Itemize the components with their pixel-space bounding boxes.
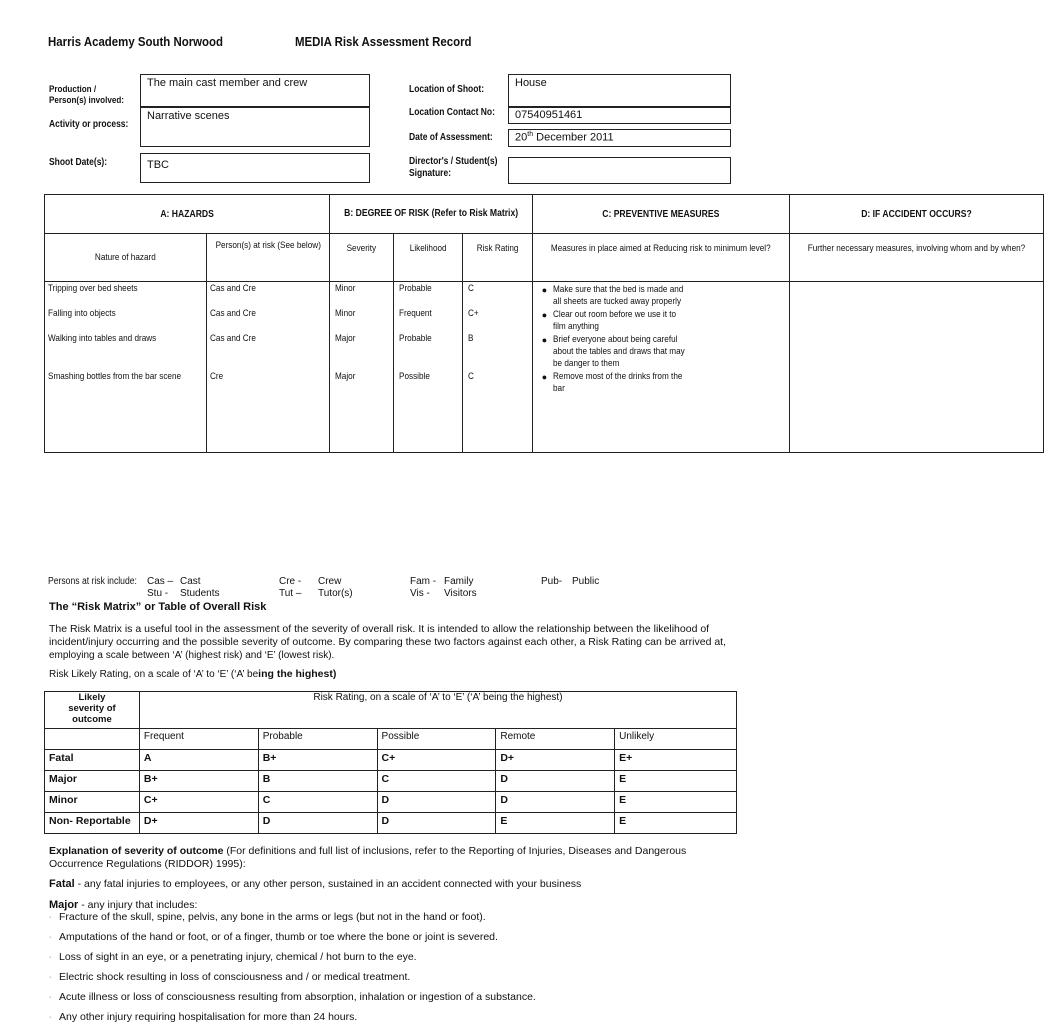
explanation-title: Explanation of severity of outcome (For definitions and full list of inclusions, refer to the Reporting of Injuries, Diseases and Dangerous Occurrence Regulations (RIDDOR) 1995): <box>49 845 687 870</box>
production-label: Production / Person(s) involved: <box>49 84 124 106</box>
document-title: MEDIA Risk Assessment Record <box>295 34 472 49</box>
col-b-header: B: DEGREE OF RISK (Refer to Risk Matrix) <box>330 195 533 234</box>
col-a-header: A: HAZARDS <box>45 195 330 234</box>
sub-nature-header: Nature of hazard <box>45 234 207 282</box>
activity-field[interactable] <box>140 107 370 147</box>
sub-rating-header: Risk Rating <box>463 234 533 282</box>
school-name: Harris Academy South Norwood <box>48 34 224 49</box>
sub-further-header: Further necessary measures, involving whom and by when? <box>790 234 1044 282</box>
matrix-corner: Likely severity of outcome <box>45 692 140 729</box>
production-field[interactable] <box>140 74 370 107</box>
matrix-row: Major B+ B C D E <box>45 771 737 792</box>
location-field[interactable] <box>508 74 731 107</box>
contact-label: Location Contact No: <box>409 107 495 118</box>
fatal-definition: Fatal - any fatal injuries to employees, or any other person, sustained in an accident connected with your business <box>49 878 582 890</box>
nature-cell <box>45 282 207 453</box>
shoot-dates-field[interactable] <box>140 153 370 183</box>
signature-field[interactable] <box>508 157 731 184</box>
shoot-dates-label: Shoot Date(s): <box>49 157 108 168</box>
severity-cell: Minor Minor Major Major <box>330 282 394 453</box>
activity-value: Narrative scenes <box>147 110 230 122</box>
sub-likelihood-header: Likelihood <box>393 234 462 282</box>
location-value: House <box>515 77 547 89</box>
major-list-item: · Any other injury requiring hospitalisation for more than 24 hours. <box>49 1011 358 1023</box>
likelihood-header: Unlikely <box>615 729 737 750</box>
contact-value: 07540951461 <box>515 109 583 121</box>
shoot-dates-value: TBC <box>147 159 169 171</box>
hazard-row: Tripping over bed sheets <box>48 283 138 294</box>
major-list-item: · Fracture of the skull, spine, pelvis, any bone in the arms or legs (but not in the hand or foot). <box>49 911 486 923</box>
date-value-suffix: th <box>527 131 534 138</box>
likelihood-header: Frequent <box>139 729 258 750</box>
major-definition: Major - any injury that includes: <box>49 899 198 911</box>
major-list-item: · Amputations of the hand or foot, or of a finger, thumb or toe where the bone or joint is severed. <box>49 931 498 943</box>
hazard-row: Walking into tables and draws <box>48 333 157 344</box>
risk-assessment-table <box>44 194 1044 453</box>
measure-item: ● Brief everyone about being careful about the tables and draws that may be danger to them <box>541 334 686 369</box>
matrix-empty <box>45 729 140 750</box>
hazard-row: Smashing bottles from the bar scene <box>48 371 182 382</box>
likelihood-cell: Probable Frequent Probable Possible <box>393 282 462 453</box>
matrix-heading: The “Risk Matrix” or Table of Overall Risk <box>49 601 267 613</box>
major-list-item: · Acute illness or loss of consciousness resulting from absorption, inhalation or ingestion of a substance. <box>49 991 536 1003</box>
date-value-rest: December 2011 <box>533 131 614 144</box>
persons-cell: Cas and Cre Cas and Cre Cas and Cre Cre <box>206 282 329 453</box>
measure-item: ● Remove most of the drinks from the bar <box>541 371 683 394</box>
rating-cell: C C+ B C <box>463 282 533 453</box>
matrix-intro: The Risk Matrix is a useful tool in the assessment of the severity of overall risk. It is intended to allow the relationship between the likelihood of incident/injury occurring and the possible severity of outcome. By comparing these two factors against each other, a Risk Rating can be arrived at, employing a scale between ‘A’ (highest risk) and ‘E’ (lowest risk). <box>49 623 727 661</box>
date-value-day: 20 <box>515 131 528 144</box>
persons-key-label: Persons at risk include: <box>48 576 137 587</box>
major-list <box>49 911 749 1031</box>
production-value: The main cast member and crew <box>147 77 308 89</box>
major-list-item: · Loss of sight in an eye, or a penetrating injury, chemical / hot burn to the eye. <box>49 951 417 963</box>
col-d-header: D: IF ACCIDENT OCCURS? <box>790 195 1044 234</box>
matrix-header: Risk Rating, on a scale of ‘A’ to ‘E’ (‘A’ being the highest) <box>139 692 736 729</box>
sub-persons-header: Person(s) at risk (See below) <box>206 234 329 282</box>
signature-label: Director's / Student(s) Signature: <box>409 156 498 179</box>
matrix-row: Non- Reportable D+ D D E E <box>45 813 737 834</box>
further-measures-cell <box>790 282 1044 453</box>
date-field[interactable] <box>508 129 731 147</box>
likelihood-header: Probable <box>258 729 377 750</box>
location-label: Location of Shoot: <box>409 84 485 95</box>
col-c-header: C: PREVENTIVE MEASURES <box>533 195 790 234</box>
date-label: Date of Assessment: <box>409 132 493 143</box>
likelihood-header: Possible <box>377 729 496 750</box>
activity-label: Activity or process: <box>49 119 129 130</box>
sub-severity-header: Severity <box>330 234 394 282</box>
measure-item: ● Make sure that the bed is made and all sheets are tucked away properly <box>541 284 684 307</box>
hazard-row: Falling into objects <box>48 308 116 319</box>
likelihood-header: Remote <box>496 729 615 750</box>
risk-matrix-table <box>44 691 737 834</box>
matrix-row: Fatal A B+ C+ D+ E+ <box>45 750 737 771</box>
rating-scale-line: Risk Likely Rating, on a scale of ‘A’ to ‘E’ (‘A’ being the highest) <box>49 668 337 680</box>
measures-cell <box>533 282 790 453</box>
contact-field[interactable] <box>508 107 731 124</box>
major-list-item: · Electric shock resulting in loss of consciousness and / or medical treatment. <box>49 971 411 983</box>
matrix-row: Minor C+ C D D E <box>45 792 737 813</box>
sub-measures-header: Measures in place aimed at Reducing risk to minimum level? <box>533 234 790 282</box>
measure-item: ● Clear out room before we use it to film anything <box>541 309 677 332</box>
persons-key: Persons at risk include: Cas – Cast Stu - Students Cre - Crew Tut – Tutor(s) Fam - Family Vis - Visitors Pub- Public <box>48 576 600 599</box>
